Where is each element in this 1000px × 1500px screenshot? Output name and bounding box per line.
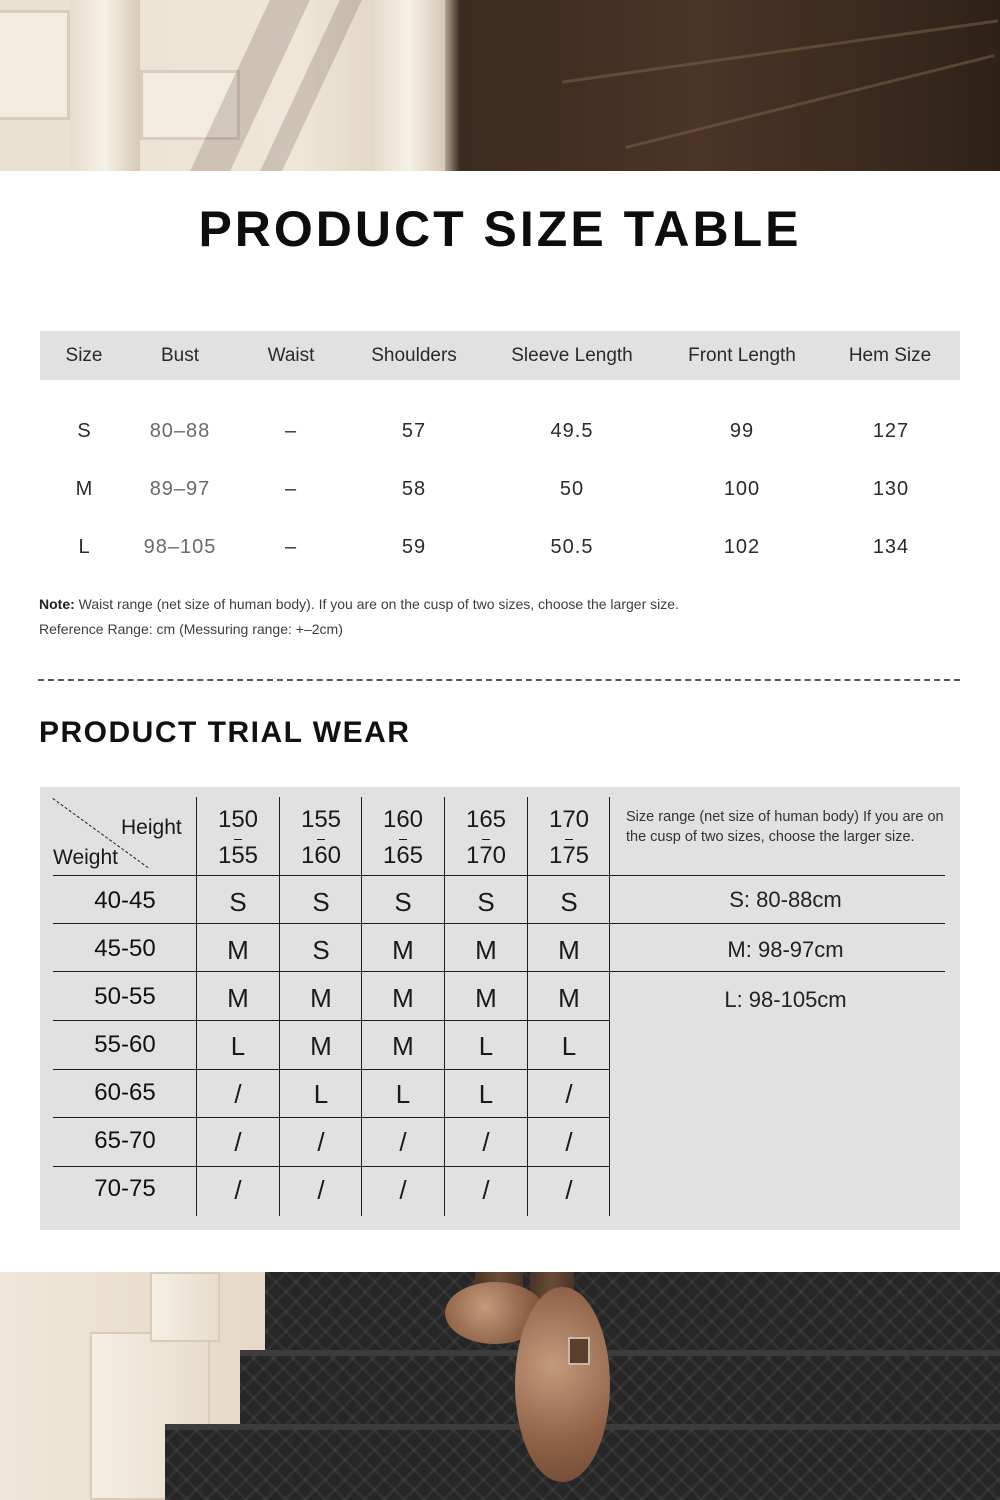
header-bust: Bust — [160, 345, 200, 366]
top-product-photo — [0, 0, 1000, 171]
size-cell: M — [475, 983, 497, 1013]
size-cell: / — [317, 1127, 325, 1157]
note-line-2: Reference Range: cm (Messuring range: +–2cm) — [39, 621, 343, 637]
bottom-product-photo — [0, 1272, 1000, 1500]
cell-waist: – — [284, 536, 298, 558]
height-to: 170 — [445, 838, 527, 874]
cell-shoulders: 58 — [401, 478, 427, 500]
size-cell: S — [229, 887, 247, 917]
size-cell: / — [565, 1079, 573, 1109]
page-title: PRODUCT SIZE TABLE — [198, 201, 802, 257]
note-line-1 — [39, 596, 679, 612]
size-cell: M — [558, 983, 580, 1013]
size-cell: / — [482, 1127, 490, 1157]
header-hem-size: Hem Size — [848, 345, 932, 366]
cell-size: L — [78, 536, 90, 558]
size-cell: S — [312, 887, 330, 917]
weight-row-label: 60-65 — [94, 1079, 156, 1106]
height-from: 165 — [465, 806, 507, 833]
height-column-header — [362, 802, 444, 874]
cell-size: S — [77, 420, 91, 442]
table-row — [40, 536, 960, 566]
size-cell: S — [477, 887, 495, 917]
cell-bust: 98–105 — [143, 536, 217, 558]
height-from: 170 — [548, 806, 590, 833]
size-cell: M — [475, 935, 497, 965]
range-large: L: 98-105cm — [724, 987, 847, 1012]
range-medium: M: 98-97cm — [727, 937, 844, 962]
cell-size: M — [75, 478, 93, 500]
size-cell: M — [227, 935, 249, 965]
height-to: 160 — [280, 838, 362, 874]
size-cell: S — [312, 935, 330, 965]
height-column-header — [280, 802, 362, 874]
size-cell: / — [234, 1079, 242, 1109]
height-from: 160 — [382, 806, 424, 833]
height-column-header — [528, 802, 610, 874]
size-cell: / — [399, 1127, 407, 1157]
trial-wear-title: PRODUCT TRIAL WEAR — [39, 716, 411, 749]
size-cell: M — [558, 935, 580, 965]
size-cell: / — [317, 1175, 325, 1205]
height-from: 150 — [217, 806, 259, 833]
weight-row-label: 70-75 — [94, 1175, 156, 1202]
size-cell: L — [561, 1031, 577, 1061]
range-small: S: 80-88cm — [729, 887, 842, 912]
cell-waist: – — [284, 420, 298, 442]
height-axis-label: Height — [121, 816, 182, 839]
weight-row-label: 40-45 — [94, 887, 156, 914]
height-to: 155 — [197, 838, 279, 874]
height-to: 165 — [362, 838, 444, 874]
cell-shoulders: 59 — [401, 536, 427, 558]
header-sleeve-length: Sleeve Length — [511, 345, 633, 366]
cell-front-length: 102 — [723, 536, 761, 558]
header-size: Size — [65, 345, 103, 366]
height-from: 155 — [300, 806, 342, 833]
table-row — [40, 478, 960, 508]
size-cell: L — [478, 1079, 494, 1109]
cell-waist: – — [284, 478, 298, 500]
size-cell: M — [392, 935, 414, 965]
size-cell: S — [560, 887, 578, 917]
note-label: Note: — [39, 596, 75, 612]
size-cell: M — [392, 983, 414, 1013]
header-shoulders: Shoulders — [371, 345, 457, 366]
grid-line — [53, 875, 945, 876]
cell-bust: 89–97 — [149, 478, 211, 500]
size-cell: M — [310, 1031, 332, 1061]
cell-front-length: 99 — [729, 420, 755, 442]
section-divider — [38, 679, 960, 681]
size-range-note: Size range (net size of human body) If you are on the cusp of two sizes, choose the larger size. — [626, 809, 944, 845]
size-cell: / — [565, 1175, 573, 1205]
size-cell: M — [310, 983, 332, 1013]
weight-row-label: 45-50 — [94, 935, 156, 962]
size-cell: / — [234, 1127, 242, 1157]
size-cell: L — [395, 1079, 411, 1109]
size-cell: L — [313, 1079, 329, 1109]
weight-axis-label: Weight — [53, 846, 118, 869]
size-cell: S — [394, 887, 412, 917]
size-cell: M — [392, 1031, 414, 1061]
cell-hem-size: 127 — [872, 420, 910, 442]
cell-sleeve-length: 50.5 — [550, 536, 594, 558]
header-waist: Waist — [267, 345, 315, 366]
cell-front-length: 100 — [723, 478, 761, 500]
weight-row-label: 50-55 — [94, 983, 156, 1010]
size-cell: / — [399, 1175, 407, 1205]
header-front-length: Front Length — [688, 345, 796, 366]
size-cell: / — [565, 1127, 573, 1157]
size-cell: L — [478, 1031, 494, 1061]
grid-line — [53, 971, 945, 972]
cell-bust: 80–88 — [149, 420, 211, 442]
weight-row-label: 65-70 — [94, 1127, 156, 1154]
size-cell: M — [227, 983, 249, 1013]
height-column-header — [445, 802, 527, 874]
cell-shoulders: 57 — [401, 420, 427, 442]
height-to: 175 — [528, 838, 610, 874]
height-column-header — [197, 802, 279, 874]
size-table-header — [40, 331, 960, 380]
size-cell: L — [230, 1031, 246, 1061]
size-cell: / — [482, 1175, 490, 1205]
table-row — [40, 420, 960, 450]
weight-row-label: 55-60 — [94, 1031, 156, 1058]
cell-sleeve-length: 49.5 — [550, 420, 594, 442]
grid-line — [53, 923, 945, 924]
cell-hem-size: 134 — [872, 536, 910, 558]
note-text: Waist range (net size of human body). If you are on the cusp of two sizes, choose the larger size. — [74, 596, 679, 612]
cell-hem-size: 130 — [872, 478, 910, 500]
cell-sleeve-length: 50 — [559, 478, 585, 500]
size-cell: / — [234, 1175, 242, 1205]
